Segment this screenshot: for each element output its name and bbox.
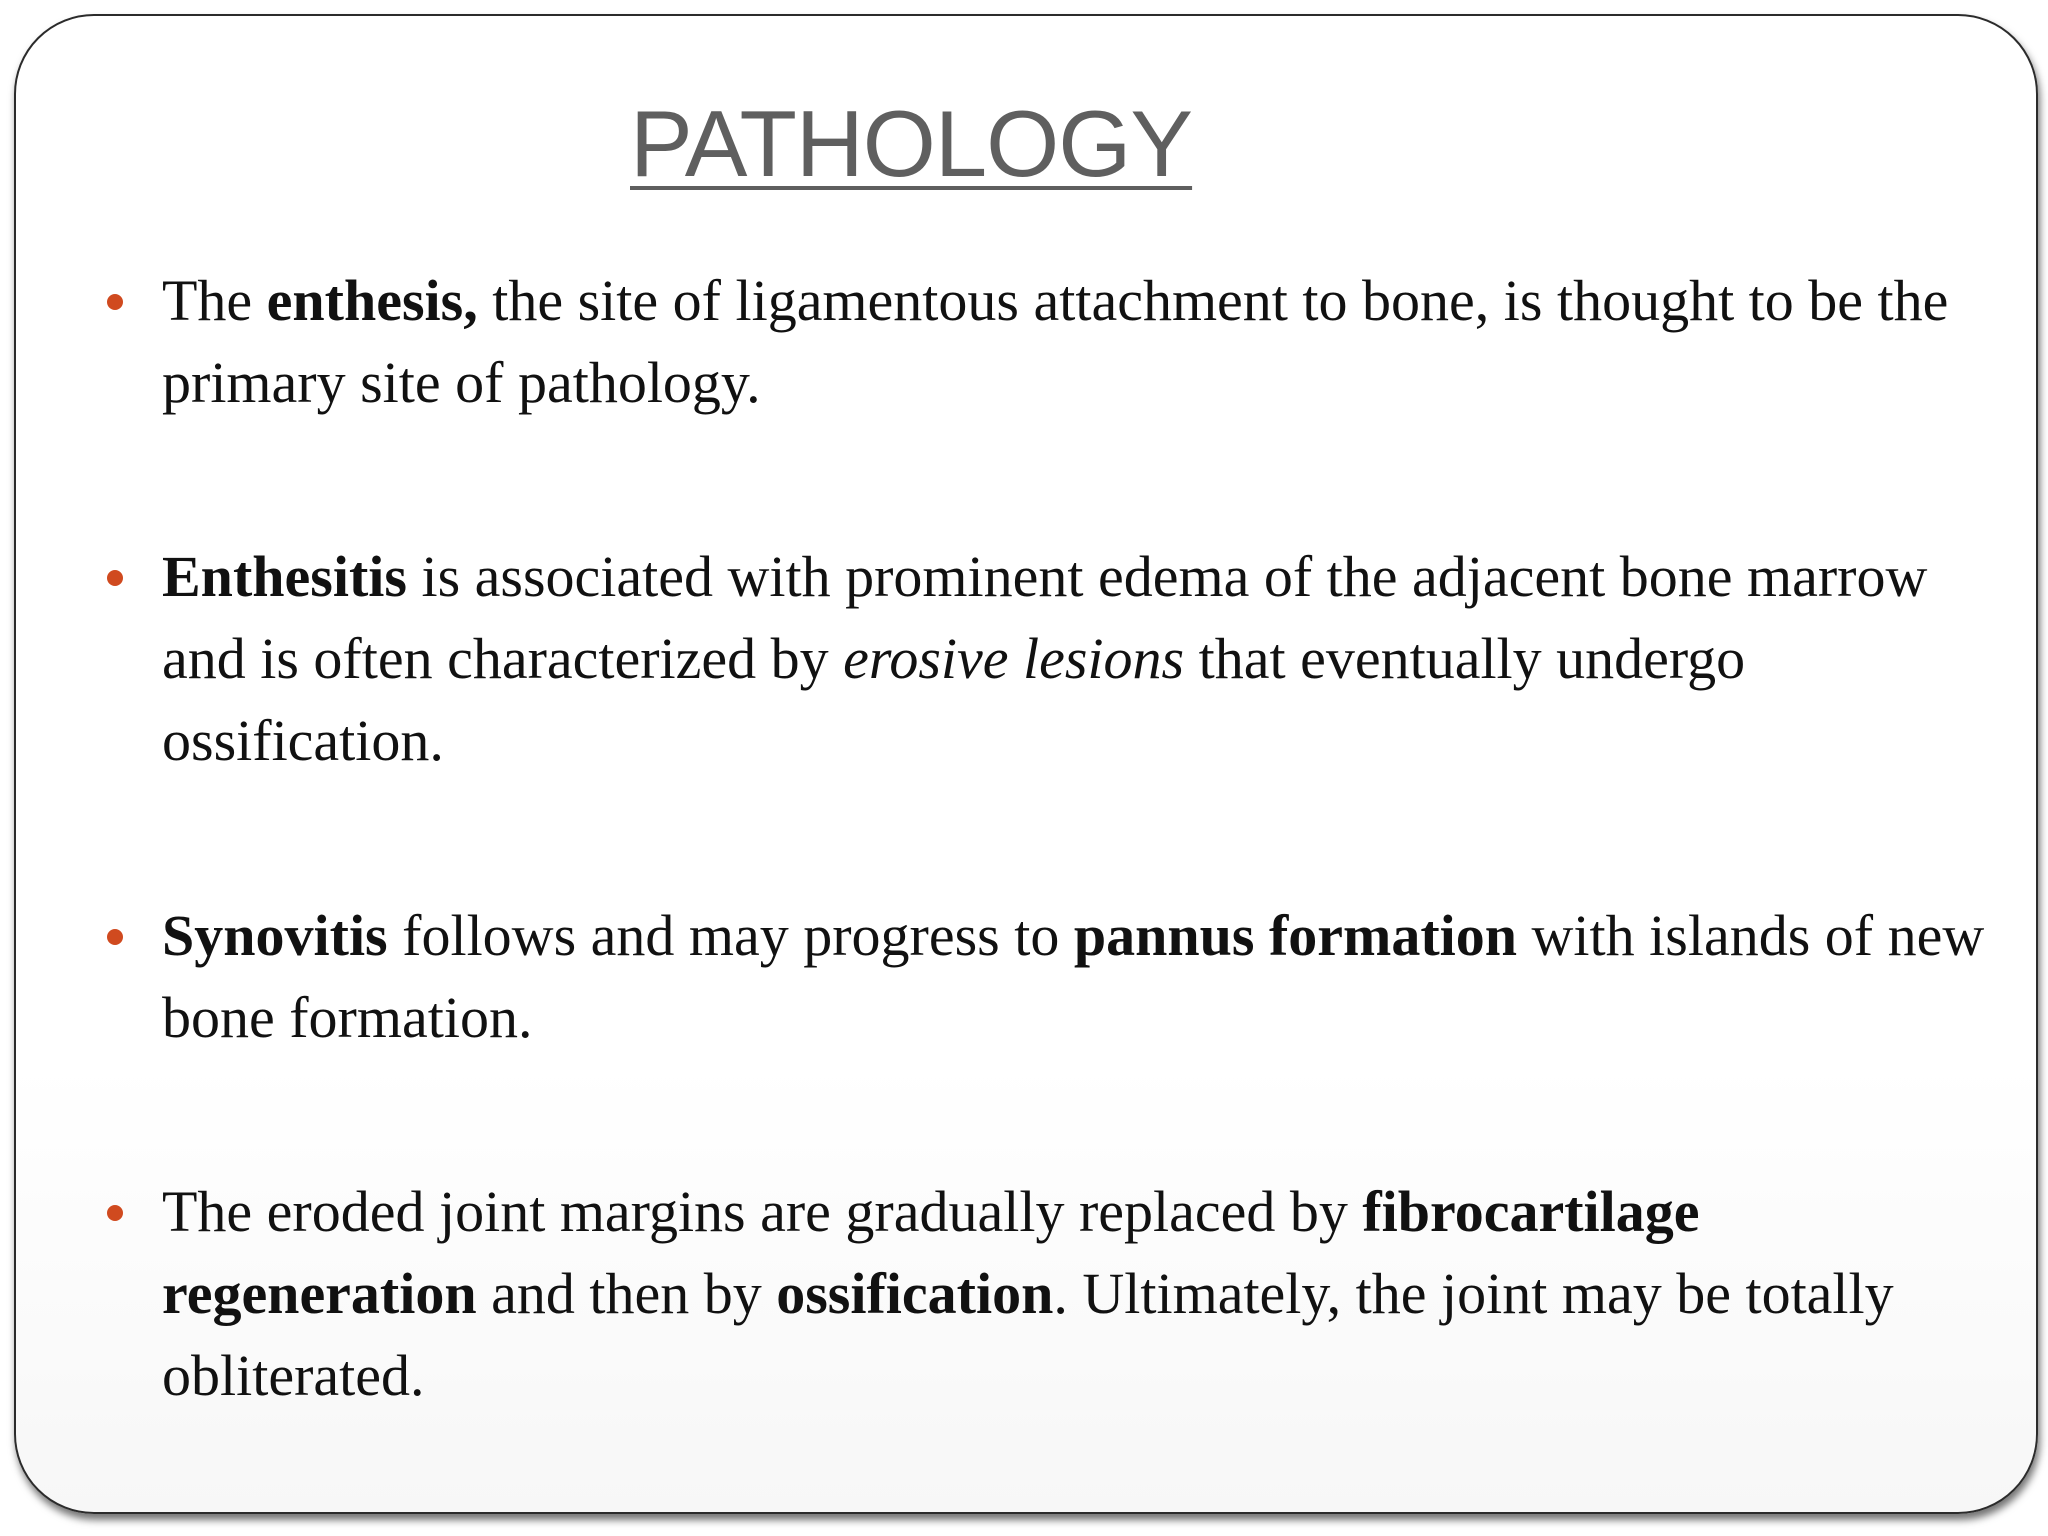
slide-frame — [14, 14, 2038, 1514]
bold-term: pannus formation — [1073, 903, 1518, 968]
text-run: is associated with prominent edema of the adjacent bone marrow and is often characterized by — [162, 544, 1928, 691]
bold-term: Enthesitis — [162, 544, 407, 609]
bullet-dot-icon — [107, 294, 123, 310]
text-run: The — [162, 268, 267, 333]
bold-term: fibrocartilage regeneration — [162, 1179, 1700, 1326]
text-run: that eventually undergo ossification. — [162, 626, 1746, 773]
text-run: follows and may progress to — [387, 903, 1074, 968]
bullet-text — [162, 544, 1927, 773]
bullet-text — [162, 268, 1948, 415]
text-run: the site of ligamentous attachment to bone, is thought to be the primary site of pathology. — [162, 268, 1949, 415]
bullet-item — [162, 1171, 2022, 1417]
text-run: with islands of new bone formation. — [162, 903, 1985, 1050]
bullet-dot-icon — [107, 1205, 123, 1221]
bold-term: enthesis, — [266, 268, 478, 333]
text-run: . Ultimately, the joint may be totally obliterated. — [162, 1261, 1894, 1408]
bullet-dot-icon — [107, 570, 123, 586]
bullet-item — [162, 536, 2022, 782]
italic-term: erosive lesions — [843, 626, 1185, 691]
slide-title: PATHOLOGY — [630, 91, 1193, 196]
bullet-text — [162, 1179, 1894, 1408]
text-run: The eroded joint margins are gradually replaced by — [162, 1179, 1363, 1244]
bold-term: Synovitis — [162, 903, 388, 968]
bullet-item — [162, 260, 2022, 424]
bullet-text — [162, 903, 1984, 1050]
text-run: and then by — [476, 1261, 777, 1326]
bullet-dot-icon — [107, 929, 123, 945]
bullet-item — [162, 895, 2022, 1059]
bold-term: ossification — [776, 1261, 1054, 1326]
